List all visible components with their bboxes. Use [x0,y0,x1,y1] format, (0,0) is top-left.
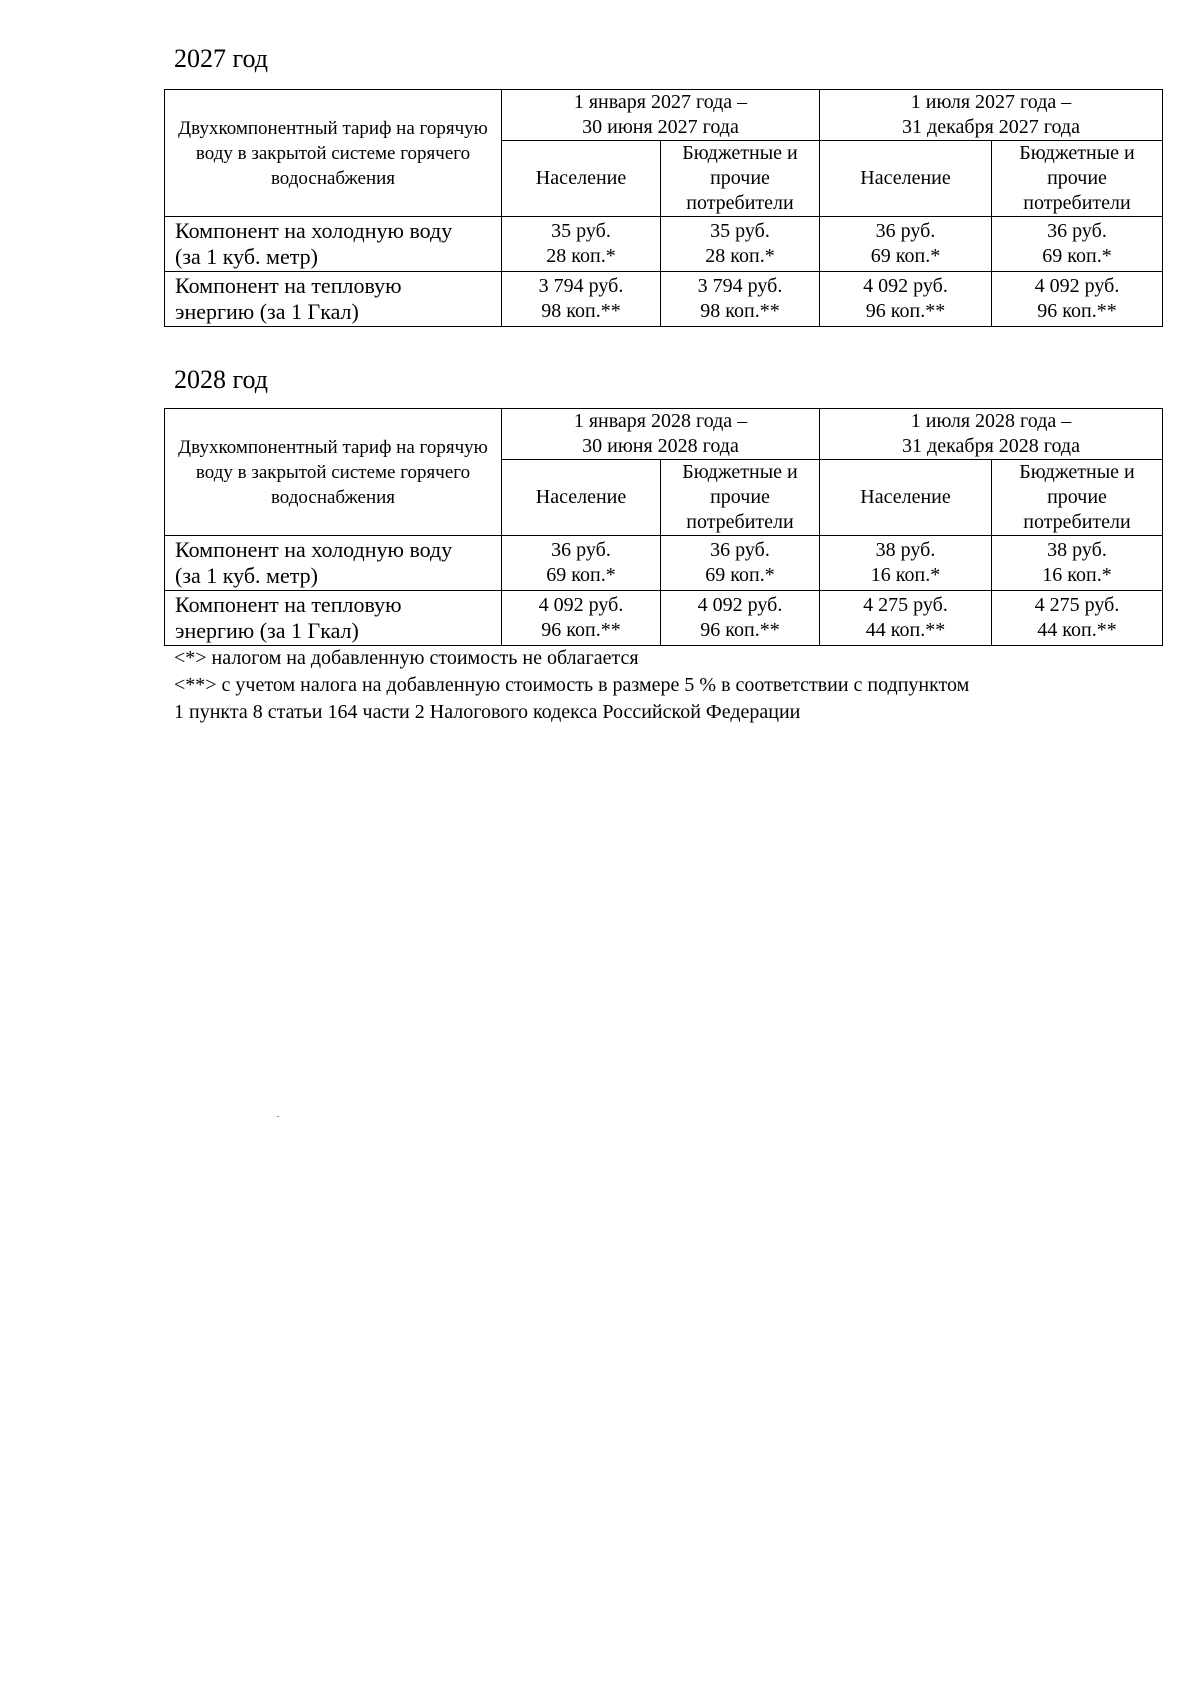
tariff-value-cell: 4 275 руб. 44 коп.** [820,591,992,646]
period-header-first-half: 1 января 2028 года – 30 июня 2028 года [502,409,820,460]
tariff-value-cell: 35 руб. 28 коп.* [502,217,661,272]
section-title-2027: 2027 год [174,44,268,73]
row-label: Компонент на тепловую энергию (за 1 Гкал) [165,591,502,646]
tariff-value-cell: 4 275 руб. 44 коп.** [992,591,1163,646]
table-header-row [165,90,1163,141]
tariff-value-cell: 36 руб. 69 коп.* [820,217,992,272]
table-row-heat-energy [165,272,1163,327]
table-row-cold-water [165,217,1163,272]
tariff-value-cell: 36 руб. 69 коп.* [502,536,661,591]
section-title-2028: 2028 год [174,365,268,394]
col-population: Население [820,460,992,536]
row-label: Компонент на тепловую энергию (за 1 Гкал) [165,272,502,327]
tariff-header-label: Двухкомпонентный тариф на горячую воду в закрытой системе горячего водоснабжения [165,90,502,217]
col-population: Население [820,141,992,217]
table-row-heat-energy [165,591,1163,646]
col-budget-consumers: Бюджетные и прочие потребители [992,141,1163,217]
scan-speck [277,1116,279,1117]
tariff-header-label: Двухкомпонентный тариф на горячую воду в закрытой системе горячего водоснабжения [165,409,502,536]
tariff-value-cell: 35 руб. 28 коп.* [661,217,820,272]
table-header-row [165,409,1163,460]
footnote-vat-included: <**> с учетом налога на добавленную стоимость в размере 5 % в соответствии с подпунктом [174,674,970,696]
tariff-value-cell: 36 руб. 69 коп.* [992,217,1163,272]
tariff-table-2028 [164,408,1163,646]
tariff-value-cell: 4 092 руб. 96 коп.** [992,272,1163,327]
tariff-value-cell: 4 092 руб. 96 коп.** [661,591,820,646]
col-budget-consumers: Бюджетные и прочие потребители [661,141,820,217]
col-population: Население [502,141,661,217]
col-population: Население [502,460,661,536]
tariff-value-cell: 38 руб. 16 коп.* [820,536,992,591]
tariff-table-2027 [164,89,1163,327]
tariff-value-cell: 4 092 руб. 96 коп.** [502,591,661,646]
footnote-no-vat: <*> налогом на добавленную стоимость не облагается [174,647,639,669]
row-label: Компонент на холодную воду (за 1 куб. метр) [165,217,502,272]
tariff-value-cell: 3 794 руб. 98 коп.** [502,272,661,327]
tariff-value-cell: 36 руб. 69 коп.* [661,536,820,591]
footnote-vat-continuation: 1 пункта 8 статьи 164 части 2 Налогового кодекса Российской Федерации [174,701,801,723]
tariff-value-cell: 3 794 руб. 98 коп.** [661,272,820,327]
tariff-value-cell: 38 руб. 16 коп.* [992,536,1163,591]
row-label: Компонент на холодную воду (за 1 куб. метр) [165,536,502,591]
table-row-cold-water [165,536,1163,591]
footnotes [174,645,1164,726]
col-budget-consumers: Бюджетные и прочие потребители [992,460,1163,536]
period-header-second-half: 1 июля 2027 года – 31 декабря 2027 года [820,90,1163,141]
col-budget-consumers: Бюджетные и прочие потребители [661,460,820,536]
tariff-value-cell: 4 092 руб. 96 коп.** [820,272,992,327]
period-header-second-half: 1 июля 2028 года – 31 декабря 2028 года [820,409,1163,460]
period-header-first-half: 1 января 2027 года – 30 июня 2027 года [502,90,820,141]
